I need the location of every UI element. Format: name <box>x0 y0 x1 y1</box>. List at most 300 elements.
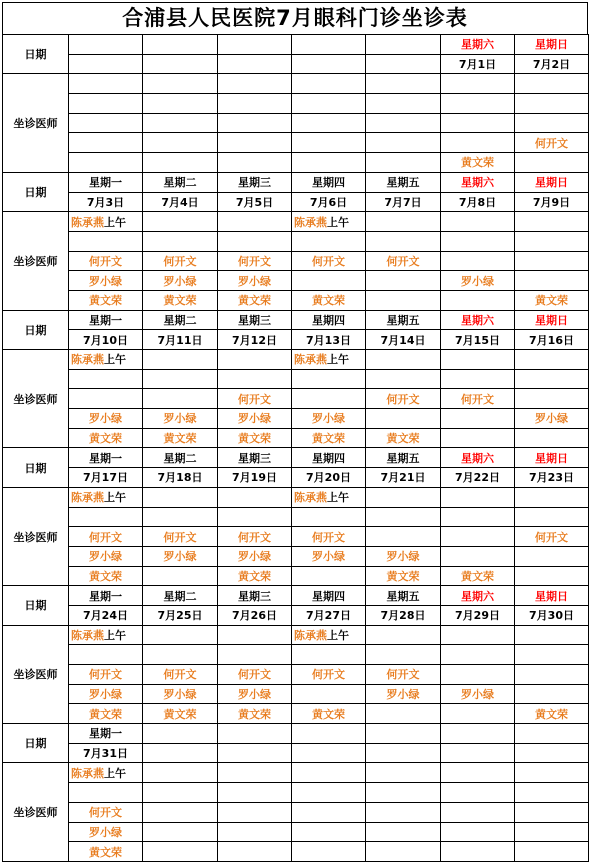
doctor-cell <box>515 842 589 862</box>
date-cell: 7月17日 <box>69 468 143 488</box>
weekday-cell: 星期日 <box>515 172 589 192</box>
doctor-cell <box>441 369 515 389</box>
doctor-row <box>3 802 589 822</box>
doctor-cell: 何开文 <box>218 389 292 409</box>
weekday-cell <box>143 724 218 744</box>
doctor-row <box>3 645 589 665</box>
doctor-cell: 何开文 <box>69 665 143 685</box>
weekday-cell: 星期日 <box>515 310 589 330</box>
weekday-cell: 星期六 <box>441 172 515 192</box>
doctor-cell <box>515 783 589 803</box>
doctor-cell <box>218 369 292 389</box>
weekday-cell: 星期六 <box>441 586 515 606</box>
date-row <box>3 468 589 488</box>
doctor-row <box>3 74 589 94</box>
date-cell: 7月14日 <box>366 330 441 350</box>
doctor-label: 坐诊医师 <box>3 763 69 861</box>
doctor-cell: 罗小绿 <box>69 546 143 566</box>
doctor-cell <box>143 802 218 822</box>
doctor-cell <box>292 231 366 251</box>
doctor-cell <box>143 625 218 645</box>
doctor-name: 陈承燕 <box>294 353 327 367</box>
doctor-name: 陈承燕 <box>71 353 104 367</box>
doctor-cell <box>218 133 292 153</box>
doctor-cell <box>515 566 589 586</box>
date-cell <box>366 54 441 74</box>
doctor-cell <box>441 507 515 527</box>
weekday-cell: 星期日 <box>515 586 589 606</box>
date-cell: 7月28日 <box>366 605 441 625</box>
doctor-cell: 何开文 <box>218 527 292 547</box>
doctor-cell <box>441 350 515 370</box>
doctor-cell: 黄文荣 <box>292 428 366 448</box>
weekday-cell: 星期二 <box>143 310 218 330</box>
weekday-cell <box>515 724 589 744</box>
doctor-cell: 罗小绿 <box>69 822 143 842</box>
doctor-cell: 罗小绿 <box>69 271 143 291</box>
date-cell: 7月2日 <box>515 54 589 74</box>
doctor-name: 陈承燕 <box>71 766 104 780</box>
doctor-cell <box>292 625 366 645</box>
weekday-cell: 星期五 <box>366 586 441 606</box>
doctor-row <box>3 822 589 842</box>
doctor-cell: 黄文荣 <box>441 566 515 586</box>
doctor-cell: 罗小绿 <box>143 409 218 429</box>
doctor-cell <box>366 153 441 173</box>
date-cell <box>515 743 589 763</box>
doctor-cell <box>366 842 441 862</box>
doctor-cell <box>292 153 366 173</box>
weekday-cell: 星期三 <box>218 172 292 192</box>
doctor-cell: 罗小绿 <box>69 409 143 429</box>
doctor-cell <box>515 251 589 271</box>
doctor-cell: 何开文 <box>143 527 218 547</box>
doctor-cell: 黄文荣 <box>218 290 292 310</box>
date-cell <box>218 54 292 74</box>
doctor-cell <box>218 822 292 842</box>
doctor-cell <box>69 113 143 133</box>
doctor-cell <box>515 113 589 133</box>
doctor-cell <box>143 133 218 153</box>
doctor-cell <box>218 212 292 232</box>
doctor-cell <box>366 527 441 547</box>
weekday-cell <box>441 724 515 744</box>
doctor-cell <box>441 802 515 822</box>
doctor-cell <box>143 645 218 665</box>
doctor-cell: 何开文 <box>69 251 143 271</box>
date-cell: 7月8日 <box>441 192 515 212</box>
doctor-cell <box>69 625 143 645</box>
date-label: 日期 <box>3 310 69 349</box>
doctor-row <box>3 566 589 586</box>
doctor-cell <box>69 212 143 232</box>
date-row <box>3 192 589 212</box>
doctor-name: 陈承燕 <box>294 491 327 505</box>
doctor-cell <box>366 409 441 429</box>
doctor-cell <box>292 133 366 153</box>
doctor-cell <box>69 133 143 153</box>
date-cell: 7月24日 <box>69 605 143 625</box>
date-cell: 7月10日 <box>69 330 143 350</box>
date-cell <box>143 54 218 74</box>
date-cell: 7月26日 <box>218 605 292 625</box>
doctor-cell <box>143 153 218 173</box>
doctor-cell <box>366 822 441 842</box>
doctor-cell <box>69 369 143 389</box>
doctor-cell <box>292 389 366 409</box>
doctor-cell: 何开文 <box>515 527 589 547</box>
doctor-cell <box>292 369 366 389</box>
date-label: 日期 <box>3 172 69 211</box>
doctor-cell <box>441 625 515 645</box>
doctor-cell: 何开文 <box>218 665 292 685</box>
doctor-row <box>3 546 589 566</box>
doctor-cell: 罗小绿 <box>143 271 218 291</box>
doctor-cell: 何开文 <box>366 389 441 409</box>
weekday-cell: 星期一 <box>69 172 143 192</box>
doctor-row <box>3 369 589 389</box>
doctor-cell <box>143 507 218 527</box>
doctor-cell <box>366 704 441 724</box>
doctor-cell <box>292 350 366 370</box>
doctor-row <box>3 113 589 133</box>
doctor-row <box>3 704 589 724</box>
doctor-cell <box>515 665 589 685</box>
doctor-cell <box>366 369 441 389</box>
doctor-cell <box>292 566 366 586</box>
doctor-label: 坐诊医师 <box>3 350 69 448</box>
doctor-cell <box>143 566 218 586</box>
doctor-cell <box>143 94 218 114</box>
doctor-row <box>3 133 589 153</box>
doctor-cell <box>441 133 515 153</box>
date-row <box>3 605 589 625</box>
date-cell: 7月1日 <box>441 54 515 74</box>
doctor-row <box>3 212 589 232</box>
doctor-row <box>3 389 589 409</box>
date-cell: 7月16日 <box>515 330 589 350</box>
doctor-cell: 黄文荣 <box>143 704 218 724</box>
doctor-cell <box>515 625 589 645</box>
doctor-cell <box>515 802 589 822</box>
doctor-cell <box>441 527 515 547</box>
date-label: 日期 <box>3 448 69 487</box>
date-cell: 7月31日 <box>69 743 143 763</box>
doctor-cell: 何开文 <box>292 527 366 547</box>
doctor-cell: 黄文荣 <box>441 153 515 173</box>
doctor-row <box>3 153 589 173</box>
weekday-cell: 星期一 <box>69 724 143 744</box>
date-cell: 7月4日 <box>143 192 218 212</box>
doctor-cell: 黄文荣 <box>292 290 366 310</box>
weekday-cell <box>292 724 366 744</box>
doctor-cell <box>441 212 515 232</box>
doctor-cell <box>69 74 143 94</box>
doctor-cell: 黄文荣 <box>515 704 589 724</box>
doctor-cell <box>292 487 366 507</box>
date-label: 日期 <box>3 724 69 763</box>
date-cell: 7月29日 <box>441 605 515 625</box>
page-title: 合浦县人民医院7月眼科门诊坐诊表 <box>2 2 588 35</box>
doctor-cell: 黄文荣 <box>69 842 143 862</box>
doctor-cell <box>292 212 366 232</box>
doctor-cell <box>143 842 218 862</box>
doctor-cell <box>441 783 515 803</box>
date-row <box>3 54 589 74</box>
doctor-cell <box>292 842 366 862</box>
doctor-cell <box>69 389 143 409</box>
date-cell <box>143 743 218 763</box>
doctor-row <box>3 665 589 685</box>
doctor-cell: 罗小绿 <box>143 684 218 704</box>
morning-tag: 上午 <box>104 628 126 642</box>
doctor-row <box>3 428 589 448</box>
date-cell: 7月7日 <box>366 192 441 212</box>
weekday-row <box>3 310 589 330</box>
date-cell: 7月20日 <box>292 468 366 488</box>
doctor-name: 陈承燕 <box>71 215 104 229</box>
morning-tag: 上午 <box>327 215 349 229</box>
weekday-cell: 星期一 <box>69 310 143 330</box>
doctor-cell <box>515 350 589 370</box>
date-cell: 7月11日 <box>143 330 218 350</box>
doctor-row <box>3 527 589 547</box>
doctor-cell <box>515 212 589 232</box>
date-cell: 7月27日 <box>292 605 366 625</box>
doctor-cell: 何开文 <box>143 251 218 271</box>
doctor-cell <box>143 113 218 133</box>
weekday-cell: 星期二 <box>143 586 218 606</box>
doctor-cell: 何开文 <box>366 251 441 271</box>
doctor-cell <box>366 212 441 232</box>
doctor-cell <box>143 487 218 507</box>
doctor-cell <box>515 507 589 527</box>
doctor-cell <box>366 763 441 783</box>
doctor-label: 坐诊医师 <box>3 487 69 585</box>
doctor-cell <box>218 763 292 783</box>
doctor-cell <box>515 822 589 842</box>
doctor-cell <box>441 409 515 429</box>
doctor-cell: 黄文荣 <box>143 290 218 310</box>
weekday-cell: 星期三 <box>218 586 292 606</box>
date-cell: 7月22日 <box>441 468 515 488</box>
date-cell: 7月3日 <box>69 192 143 212</box>
doctor-cell <box>366 350 441 370</box>
doctor-cell <box>69 763 143 783</box>
weekday-cell: 星期日 <box>515 448 589 468</box>
date-row <box>3 330 589 350</box>
doctor-name: 陈承燕 <box>294 215 327 229</box>
date-cell <box>441 743 515 763</box>
doctor-cell <box>366 783 441 803</box>
doctor-label: 坐诊医师 <box>3 74 69 172</box>
doctor-cell: 罗小绿 <box>366 684 441 704</box>
doctor-row <box>3 684 589 704</box>
doctor-row <box>3 763 589 783</box>
doctor-cell: 何开文 <box>292 251 366 271</box>
doctor-cell <box>366 94 441 114</box>
weekday-cell: 星期五 <box>366 448 441 468</box>
doctor-cell <box>366 507 441 527</box>
date-cell: 7月15日 <box>441 330 515 350</box>
doctor-cell: 罗小绿 <box>292 409 366 429</box>
morning-tag: 上午 <box>327 491 349 505</box>
doctor-cell <box>366 271 441 291</box>
weekday-cell <box>218 724 292 744</box>
doctor-cell: 罗小绿 <box>441 271 515 291</box>
doctor-row <box>3 783 589 803</box>
doctor-cell <box>218 113 292 133</box>
doctor-cell: 黄文荣 <box>69 704 143 724</box>
date-cell: 7月25日 <box>143 605 218 625</box>
doctor-cell <box>441 842 515 862</box>
weekday-cell: 星期四 <box>292 448 366 468</box>
doctor-cell <box>366 802 441 822</box>
doctor-cell <box>515 684 589 704</box>
doctor-cell: 罗小绿 <box>441 684 515 704</box>
weekday-cell <box>366 35 441 55</box>
weekday-cell <box>366 724 441 744</box>
doctor-cell <box>441 94 515 114</box>
doctor-cell: 黄文荣 <box>515 290 589 310</box>
doctor-cell: 黄文荣 <box>69 290 143 310</box>
doctor-cell <box>143 350 218 370</box>
doctor-cell <box>515 369 589 389</box>
doctor-cell <box>292 645 366 665</box>
doctor-cell <box>69 507 143 527</box>
doctor-cell: 黄文荣 <box>218 428 292 448</box>
doctor-cell <box>515 231 589 251</box>
doctor-cell <box>515 428 589 448</box>
weekday-cell: 星期六 <box>441 310 515 330</box>
doctor-cell <box>515 94 589 114</box>
doctor-cell <box>366 231 441 251</box>
doctor-cell: 罗小绿 <box>515 409 589 429</box>
doctor-cell: 何开文 <box>143 665 218 685</box>
doctor-cell <box>441 645 515 665</box>
weekday-row <box>3 35 589 55</box>
doctor-cell <box>218 487 292 507</box>
doctor-cell <box>143 74 218 94</box>
doctor-cell <box>441 665 515 685</box>
doctor-cell <box>292 507 366 527</box>
doctor-cell <box>366 625 441 645</box>
date-cell: 7月5日 <box>218 192 292 212</box>
weekday-cell: 星期三 <box>218 448 292 468</box>
date-cell: 7月19日 <box>218 468 292 488</box>
date-cell <box>69 54 143 74</box>
weekday-cell <box>218 35 292 55</box>
doctor-cell <box>69 783 143 803</box>
weekday-cell: 星期四 <box>292 172 366 192</box>
doctor-cell: 何开文 <box>69 527 143 547</box>
doctor-cell <box>143 822 218 842</box>
doctor-name: 陈承燕 <box>294 628 327 642</box>
doctor-cell <box>366 74 441 94</box>
doctor-cell: 罗小绿 <box>366 546 441 566</box>
doctor-cell <box>366 290 441 310</box>
doctor-cell <box>441 546 515 566</box>
doctor-cell <box>366 645 441 665</box>
doctor-cell <box>143 212 218 232</box>
doctor-cell: 罗小绿 <box>218 684 292 704</box>
doctor-cell <box>515 74 589 94</box>
schedule-table <box>2 34 589 862</box>
date-cell <box>218 743 292 763</box>
doctor-row <box>3 409 589 429</box>
doctor-cell: 何开文 <box>515 133 589 153</box>
doctor-cell <box>218 153 292 173</box>
weekday-cell: 星期四 <box>292 310 366 330</box>
doctor-cell <box>69 350 143 370</box>
doctor-cell <box>218 625 292 645</box>
doctor-cell: 罗小绿 <box>218 409 292 429</box>
doctor-cell <box>143 763 218 783</box>
weekday-cell <box>292 35 366 55</box>
doctor-cell <box>441 822 515 842</box>
doctor-cell <box>143 369 218 389</box>
doctor-cell <box>515 763 589 783</box>
doctor-cell: 何开文 <box>441 389 515 409</box>
doctor-cell <box>292 763 366 783</box>
date-label: 日期 <box>3 35 69 74</box>
doctor-cell <box>366 487 441 507</box>
doctor-cell: 罗小绿 <box>218 271 292 291</box>
doctor-cell <box>441 428 515 448</box>
doctor-cell <box>292 74 366 94</box>
doctor-cell: 何开文 <box>292 665 366 685</box>
weekday-cell: 星期日 <box>515 35 589 55</box>
date-cell: 7月9日 <box>515 192 589 212</box>
doctor-cell <box>292 783 366 803</box>
doctor-cell <box>143 231 218 251</box>
doctor-cell <box>218 842 292 862</box>
doctor-cell: 罗小绿 <box>292 546 366 566</box>
weekday-row <box>3 724 589 744</box>
date-cell: 7月13日 <box>292 330 366 350</box>
weekday-cell: 星期一 <box>69 448 143 468</box>
weekday-cell: 星期五 <box>366 310 441 330</box>
doctor-row <box>3 231 589 251</box>
morning-tag: 上午 <box>104 491 126 505</box>
doctor-cell <box>218 231 292 251</box>
morning-tag: 上午 <box>327 628 349 642</box>
doctor-row <box>3 350 589 370</box>
date-cell: 7月21日 <box>366 468 441 488</box>
doctor-cell <box>218 783 292 803</box>
doctor-cell <box>218 802 292 822</box>
doctor-cell: 黄文荣 <box>366 566 441 586</box>
doctor-row <box>3 625 589 645</box>
weekday-row <box>3 448 589 468</box>
doctor-cell: 黄文荣 <box>218 704 292 724</box>
doctor-cell <box>515 389 589 409</box>
doctor-row <box>3 842 589 862</box>
doctor-cell: 罗小绿 <box>143 546 218 566</box>
doctor-cell: 黄文荣 <box>366 428 441 448</box>
doctor-cell <box>218 645 292 665</box>
weekday-cell: 星期五 <box>366 172 441 192</box>
morning-tag: 上午 <box>327 353 349 367</box>
date-cell <box>292 54 366 74</box>
doctor-cell <box>69 153 143 173</box>
doctor-row <box>3 271 589 291</box>
doctor-cell <box>515 271 589 291</box>
morning-tag: 上午 <box>104 215 126 229</box>
doctor-cell <box>515 645 589 665</box>
doctor-cell <box>292 94 366 114</box>
doctor-cell <box>441 487 515 507</box>
